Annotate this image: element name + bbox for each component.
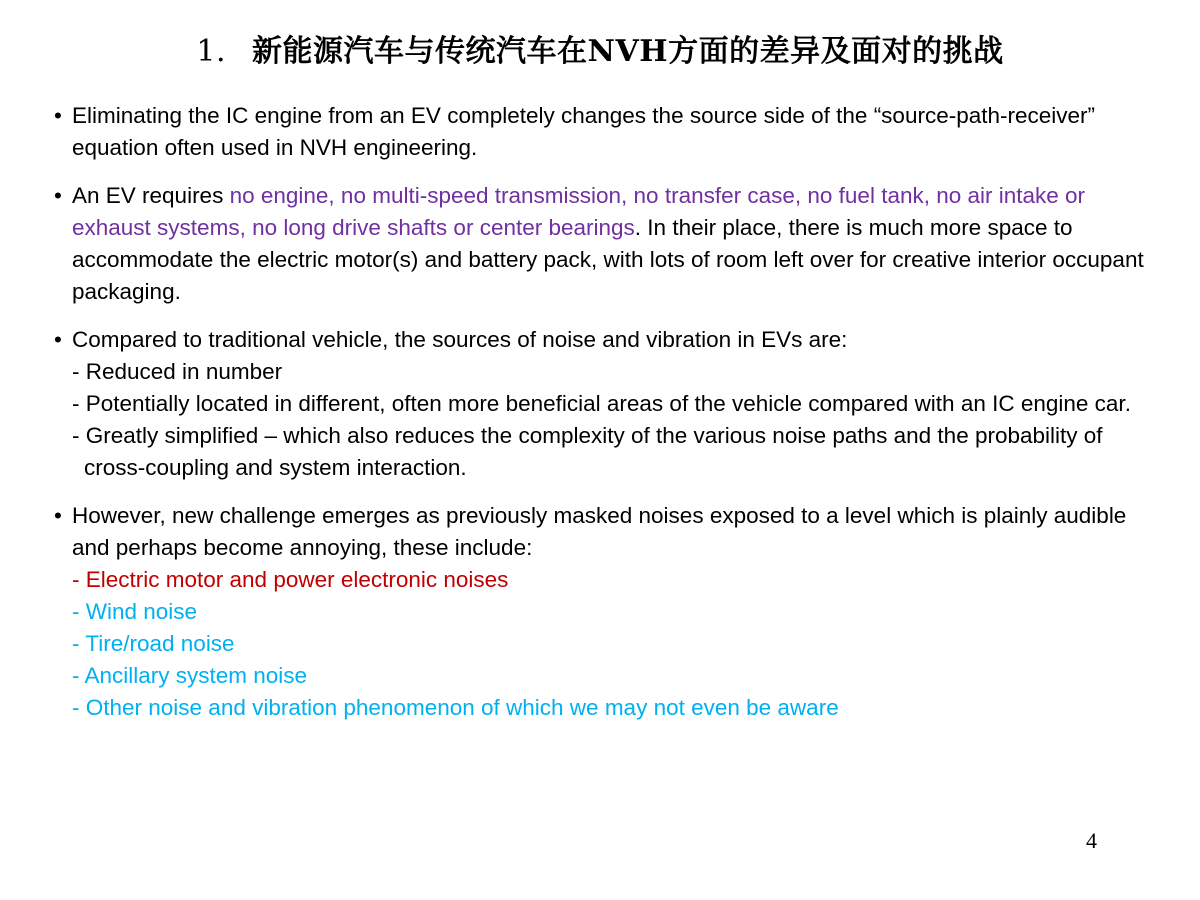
bullet-2-prefix: An EV requires [72,183,230,208]
bullet-4-intro: • However, new challenge emerges as previously masked noises exposed to a level which is plainly audible and perhaps become annoying, these include: [72,503,1127,560]
sub-item-motor-noise: - Electric motor and power electronic noises [72,567,509,592]
sub-item-reduced: - Reduced in number [72,359,283,384]
sub-item-simplified: - Greatly simplified – which also reduces the complexity of the various noise paths and the probability of cross-coupling and system interaction. [72,423,1103,480]
sub-item-wind-noise: - Wind noise [72,599,198,624]
sub-item-ancillary-noise: - Ancillary system noise [72,663,308,688]
bullet-1-text: Eliminating the IC engine from an EV completely changes the source side of the “source-path-receiver” equation often used in NVH engineering. [72,103,1096,160]
bullet-2-suffix: . In their place, there is much more space to accommodate the electric motor(s) and battery pack, with lots of room left over for creative interior occupant packaging. [72,215,1144,304]
bullet-ev-requirements [54,180,1154,308]
bullet-noise-sources [54,324,1154,484]
bullet-new-challenges [54,500,1154,724]
page-number: 4 [1086,828,1097,853]
bullet-3-intro: • Compared to traditional vehicle, the sources of noise and vibration in EVs are: [72,327,848,352]
bullet-2-highlight: no engine, no multi-speed transmission, no transfer case, no fuel tank, no air intake or exhaust systems, no long drive shafts or center bearings [72,183,1086,240]
sub-item-other-noise: - Other noise and vibration phenomenon of which we may not even be aware [72,695,839,720]
sub-item-located: - Potentially located in different, often more beneficial areas of the vehicle compared with an IC engine car. [72,391,1131,416]
bullet-source-path-receiver [54,100,1154,164]
slide-content [54,100,1154,740]
sub-item-tire-road-noise: - Tire/road noise [72,631,235,656]
slide-title [0,26,1200,70]
title-number: 1. [196,34,227,69]
title-text: 新能源汽车与传统汽车在NVH方面的差异及面对的挑战 [252,34,1004,69]
